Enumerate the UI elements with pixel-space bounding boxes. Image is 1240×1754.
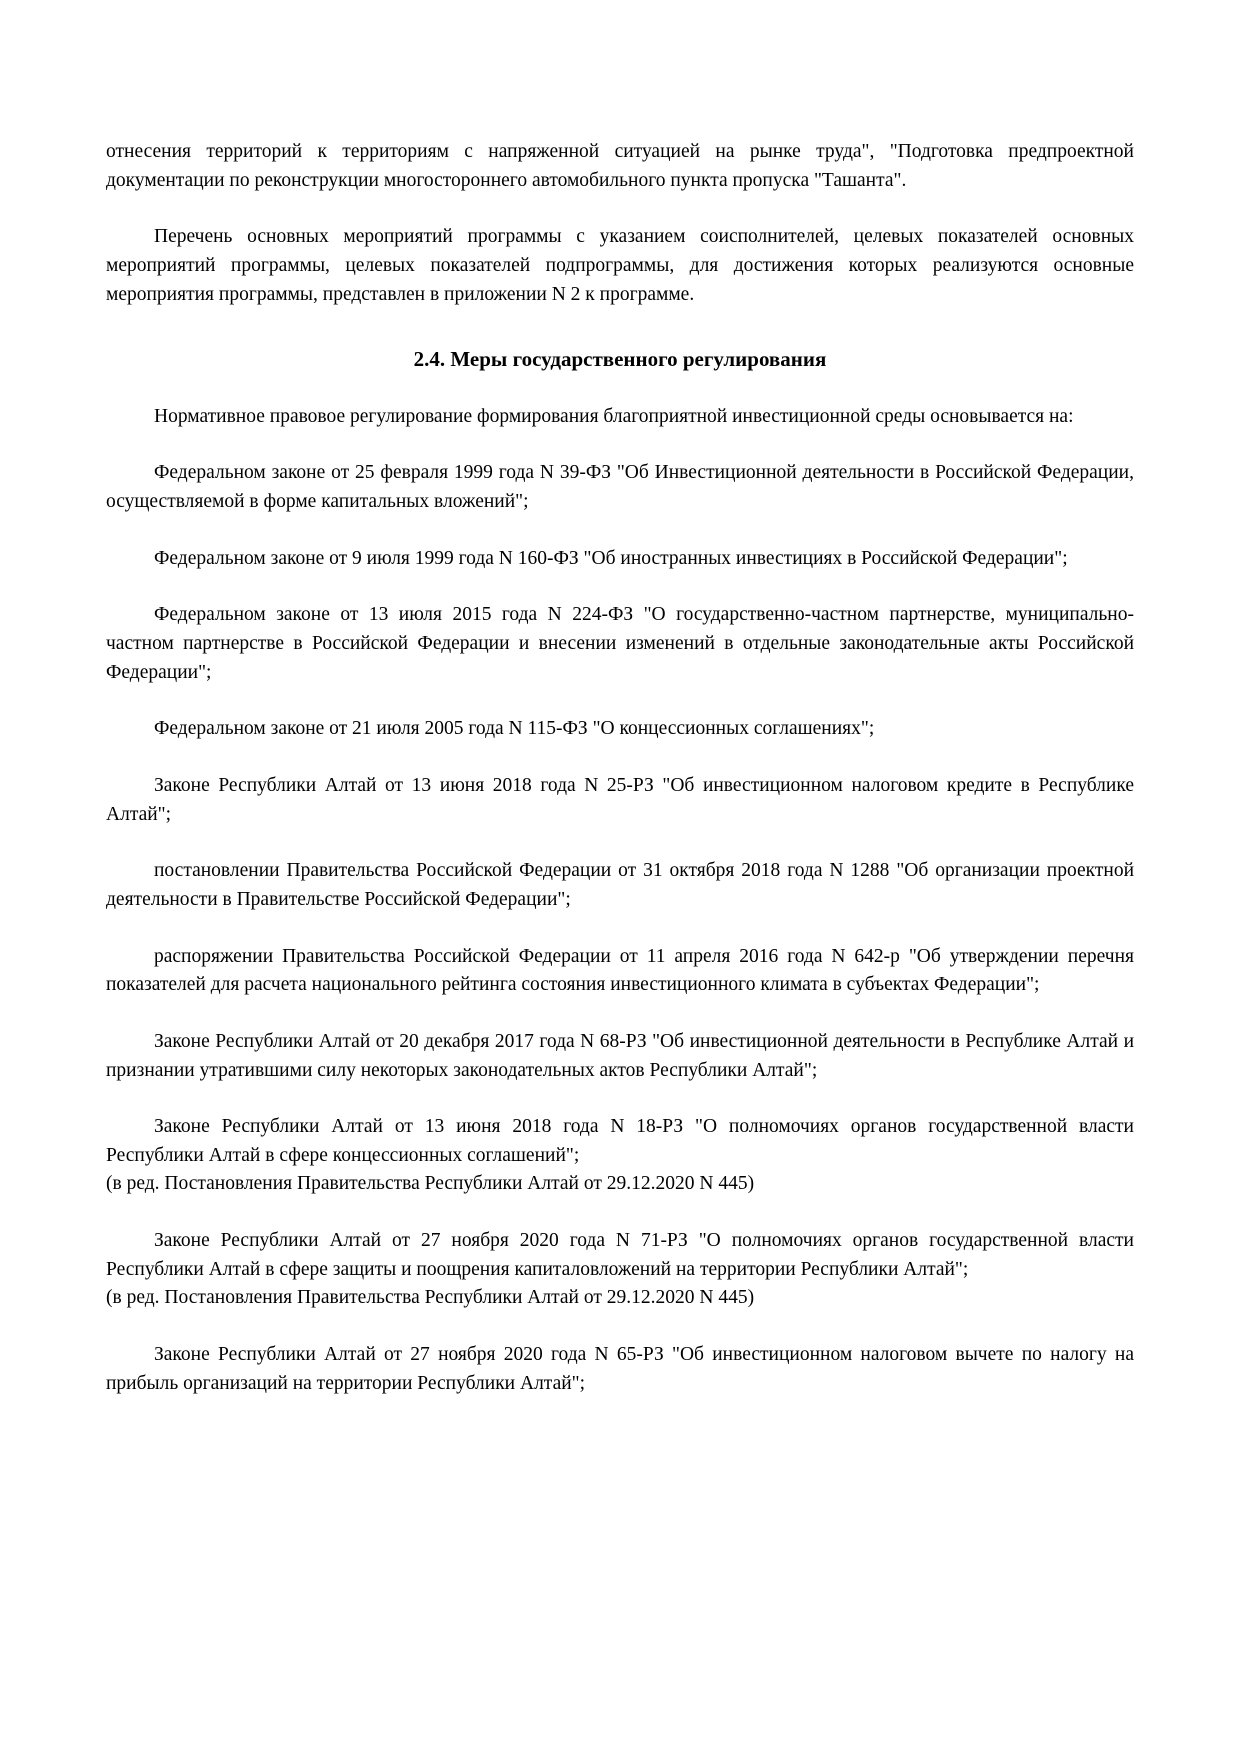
- paragraph: постановлении Правительства Российской Федерации от 31 октября 2018 года N 1288 "Об организации проектной деятельности в Правительстве Российской Федерации";: [106, 860, 1134, 910]
- section-heading: 2.4. Меры государственного регулирования: [413, 347, 827, 372]
- paragraph: Федеральном законе от 9 июля 1999 года N 160-ФЗ "Об иностранных инвестициях в Российской Федерации";: [154, 547, 1068, 569]
- paragraph: Законе Республики Алтай от 13 июня 2018 года N 18-РЗ "О полномочиях органов государственной власти Республики Алтай в сфере концессионных соглашений";: [106, 1116, 1134, 1166]
- amendment-note: (в ред. Постановления Правительства Республики Алтай от 29.12.2020 N 445): [106, 1287, 755, 1309]
- paragraph: распоряжении Правительства Российской Федерации от 11 апреля 2016 года N 642-р "Об утверждении перечня показателей для расчета национального рейтинга состояния инвестиционного климата в субъектах Федерации";: [106, 945, 1134, 996]
- paragraph: Законе Республики Алтай от 27 ноября 2020 года N 65-РЗ "Об инвестиционном налоговом вычете по налогу на прибыль организаций на территории Республики Алтай";: [106, 1344, 1134, 1394]
- document-content: [106, 138, 1134, 1398]
- paragraph: Перечень основных мероприятий программы с указанием соисполнителей, целевых показателей основных мероприятий программы, целевых показателей подпрограммы, для достижения которых реализуются основные мероприятия программы, представлен в приложении N 2 к программе.: [106, 226, 1134, 305]
- paragraph: Федеральном законе от 25 февраля 1999 года N 39-ФЗ "Об Инвестиционной деятельности в Российской Федерации, осуществляемой в форме капитальных вложений";: [106, 462, 1134, 512]
- paragraph: Законе Республики Алтай от 13 июня 2018 года N 25-РЗ "Об инвестиционном налоговом кредите в Республике Алтай";: [106, 774, 1134, 825]
- paragraph: Нормативное правовое регулирование формирования благоприятной инвестиционной среды основывается на:: [154, 405, 1074, 427]
- paragraph: Законе Республики Алтай от 27 ноября 2020 года N 71-РЗ "О полномочиях органов государственной власти Республики Алтай в сфере защиты и поощрения капиталовложений на территории Республики Алтай";: [106, 1230, 1134, 1280]
- paragraph: Федеральном законе от 21 июля 2005 года N 115-ФЗ "О концессионных соглашениях";: [154, 718, 875, 740]
- amendment-note: (в ред. Постановления Правительства Республики Алтай от 29.12.2020 N 445): [106, 1173, 755, 1195]
- paragraph: отнесения территорий к территориям с напряженной ситуацией на рынке труда", "Подготовка предпроектной документации по реконструкции многостороннего автомобильного пункта пропуска "Ташанта".: [106, 141, 1134, 191]
- paragraph: Законе Республики Алтай от 20 декабря 2017 года N 68-РЗ "Об инвестиционной деятельности в Республике Алтай и признании утратившими силу некоторых законодательных актов Республики Алтай";: [106, 1030, 1134, 1081]
- paragraph: Федеральном законе от 13 июля 2015 года N 224-ФЗ "О государственно-частном партнерстве, муниципально-частном партнерстве в Российской Федерации и внесении изменений в отдельные законодательные акты Российской Федерации";: [106, 604, 1134, 683]
